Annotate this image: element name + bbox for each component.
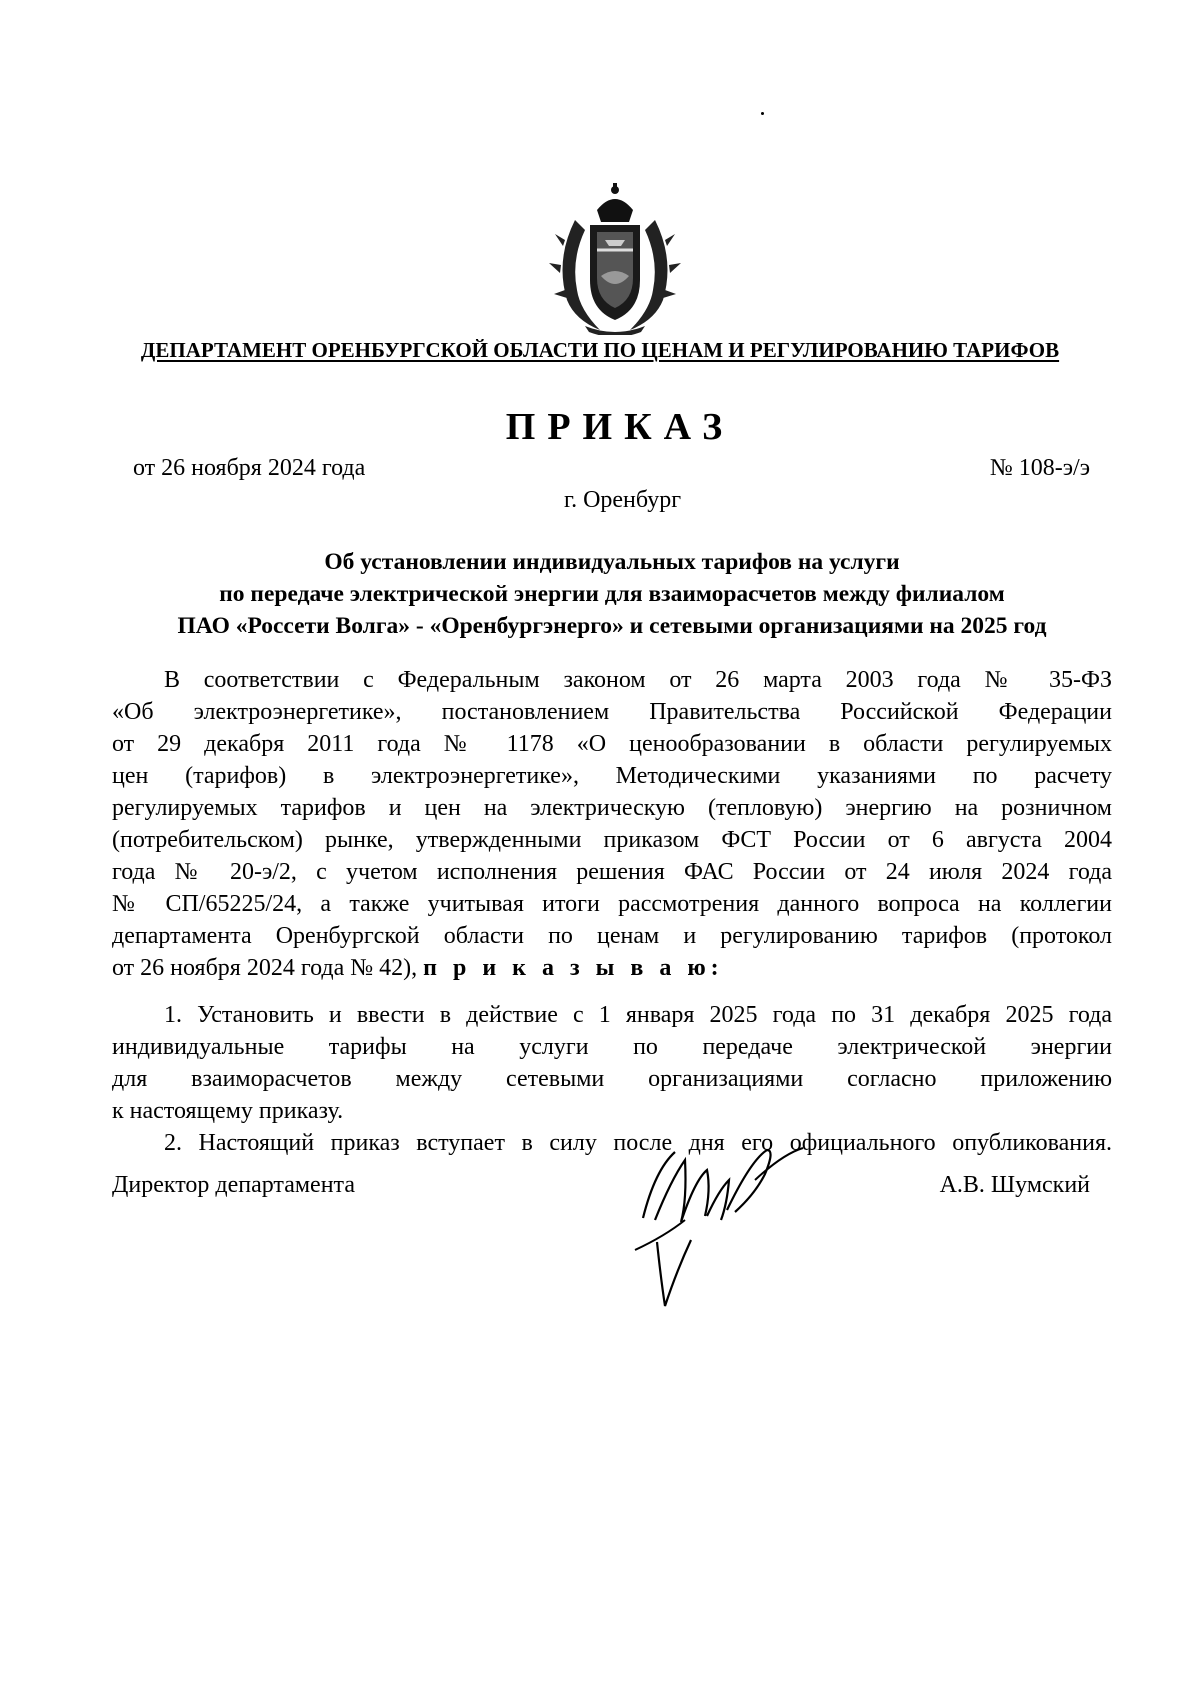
preamble-line: регулируемых тарифов и цен на электрическую (тепловую) энергию на розничном [112, 795, 1112, 821]
preamble-line: В соответствии с Федеральным законом от 26 марта 2003 года № 35-ФЗ [164, 667, 1112, 693]
scan-speck [761, 112, 764, 115]
document-date: от 26 ноября 2024 года [133, 455, 366, 481]
document-subject [112, 546, 1112, 642]
subject-line: Об установлении индивидуальных тарифов на услуги [324, 549, 900, 575]
preamble-line: № СП/65225/24, а также учитывая итоги рассмотрения данного вопроса на коллегии [112, 891, 1112, 917]
signatory-position: Директор департамента [112, 1172, 355, 1198]
preamble-line: департамента Оренбургской области по ценам и регулированию тарифов (протокол [112, 923, 1112, 949]
preamble-line: от 29 декабря 2011 года № 1178 «О ценообразовании в области регулируемых [112, 731, 1112, 757]
preamble-last-line [112, 955, 1112, 982]
order-word: п р и к а з ы в а ю: [423, 955, 724, 981]
preamble-tail: от 26 ноября 2024 года № 42), [112, 955, 418, 981]
subject-line: ПАО «Россети Волга» - «Оренбургэнерго» и сетевыми организациями на 2025 год [177, 613, 1047, 639]
preamble-line: года № 20-э/2, с учетом исполнения решения ФАС России от 24 июля 2024 года [112, 859, 1112, 885]
item1-line: для взаиморасчетов между сетевыми организациями согласно приложению [112, 1066, 1112, 1092]
document-city: г. Оренбург [563, 487, 682, 513]
preamble-line: «Об электроэнергетике», постановлением Правительства Российской Федерации [112, 699, 1112, 725]
item2-line: 2. Настоящий приказ вступает в силу после дня его официального опубликования. [164, 1130, 1112, 1156]
subject-line: по передаче электрической энергии для взаиморасчетов между филиалом [219, 581, 1005, 607]
document-number: № 108-э/э [989, 455, 1090, 481]
coat-of-arms-icon [545, 180, 685, 335]
item1-line: 1. Установить и ввести в действие с 1 января 2025 года по 31 декабря 2025 года [164, 1002, 1112, 1028]
item1-line: индивидуальные тарифы на услуги по передаче электрической энергии [112, 1034, 1112, 1060]
preamble-line: (потребительском) рынке, утвержденными приказом ФСТ России от 6 августа 2004 [112, 827, 1112, 853]
signatory-name: А.В. Шумский [939, 1172, 1090, 1198]
department-name: ДЕПАРТАМЕНТ ОРЕНБУРГСКОЙ ОБЛАСТИ ПО ЦЕНАМ И РЕГУЛИРОВАНИЮ ТАРИФОВ [140, 338, 1060, 362]
handwritten-signature [615, 1140, 825, 1310]
document-type: ПРИКАЗ [505, 406, 735, 448]
item1-last-line: к настоящему приказу. [112, 1098, 344, 1124]
preamble-line: цен (тарифов) в электроэнергетике», Методическими указаниями по расчету [112, 763, 1112, 789]
